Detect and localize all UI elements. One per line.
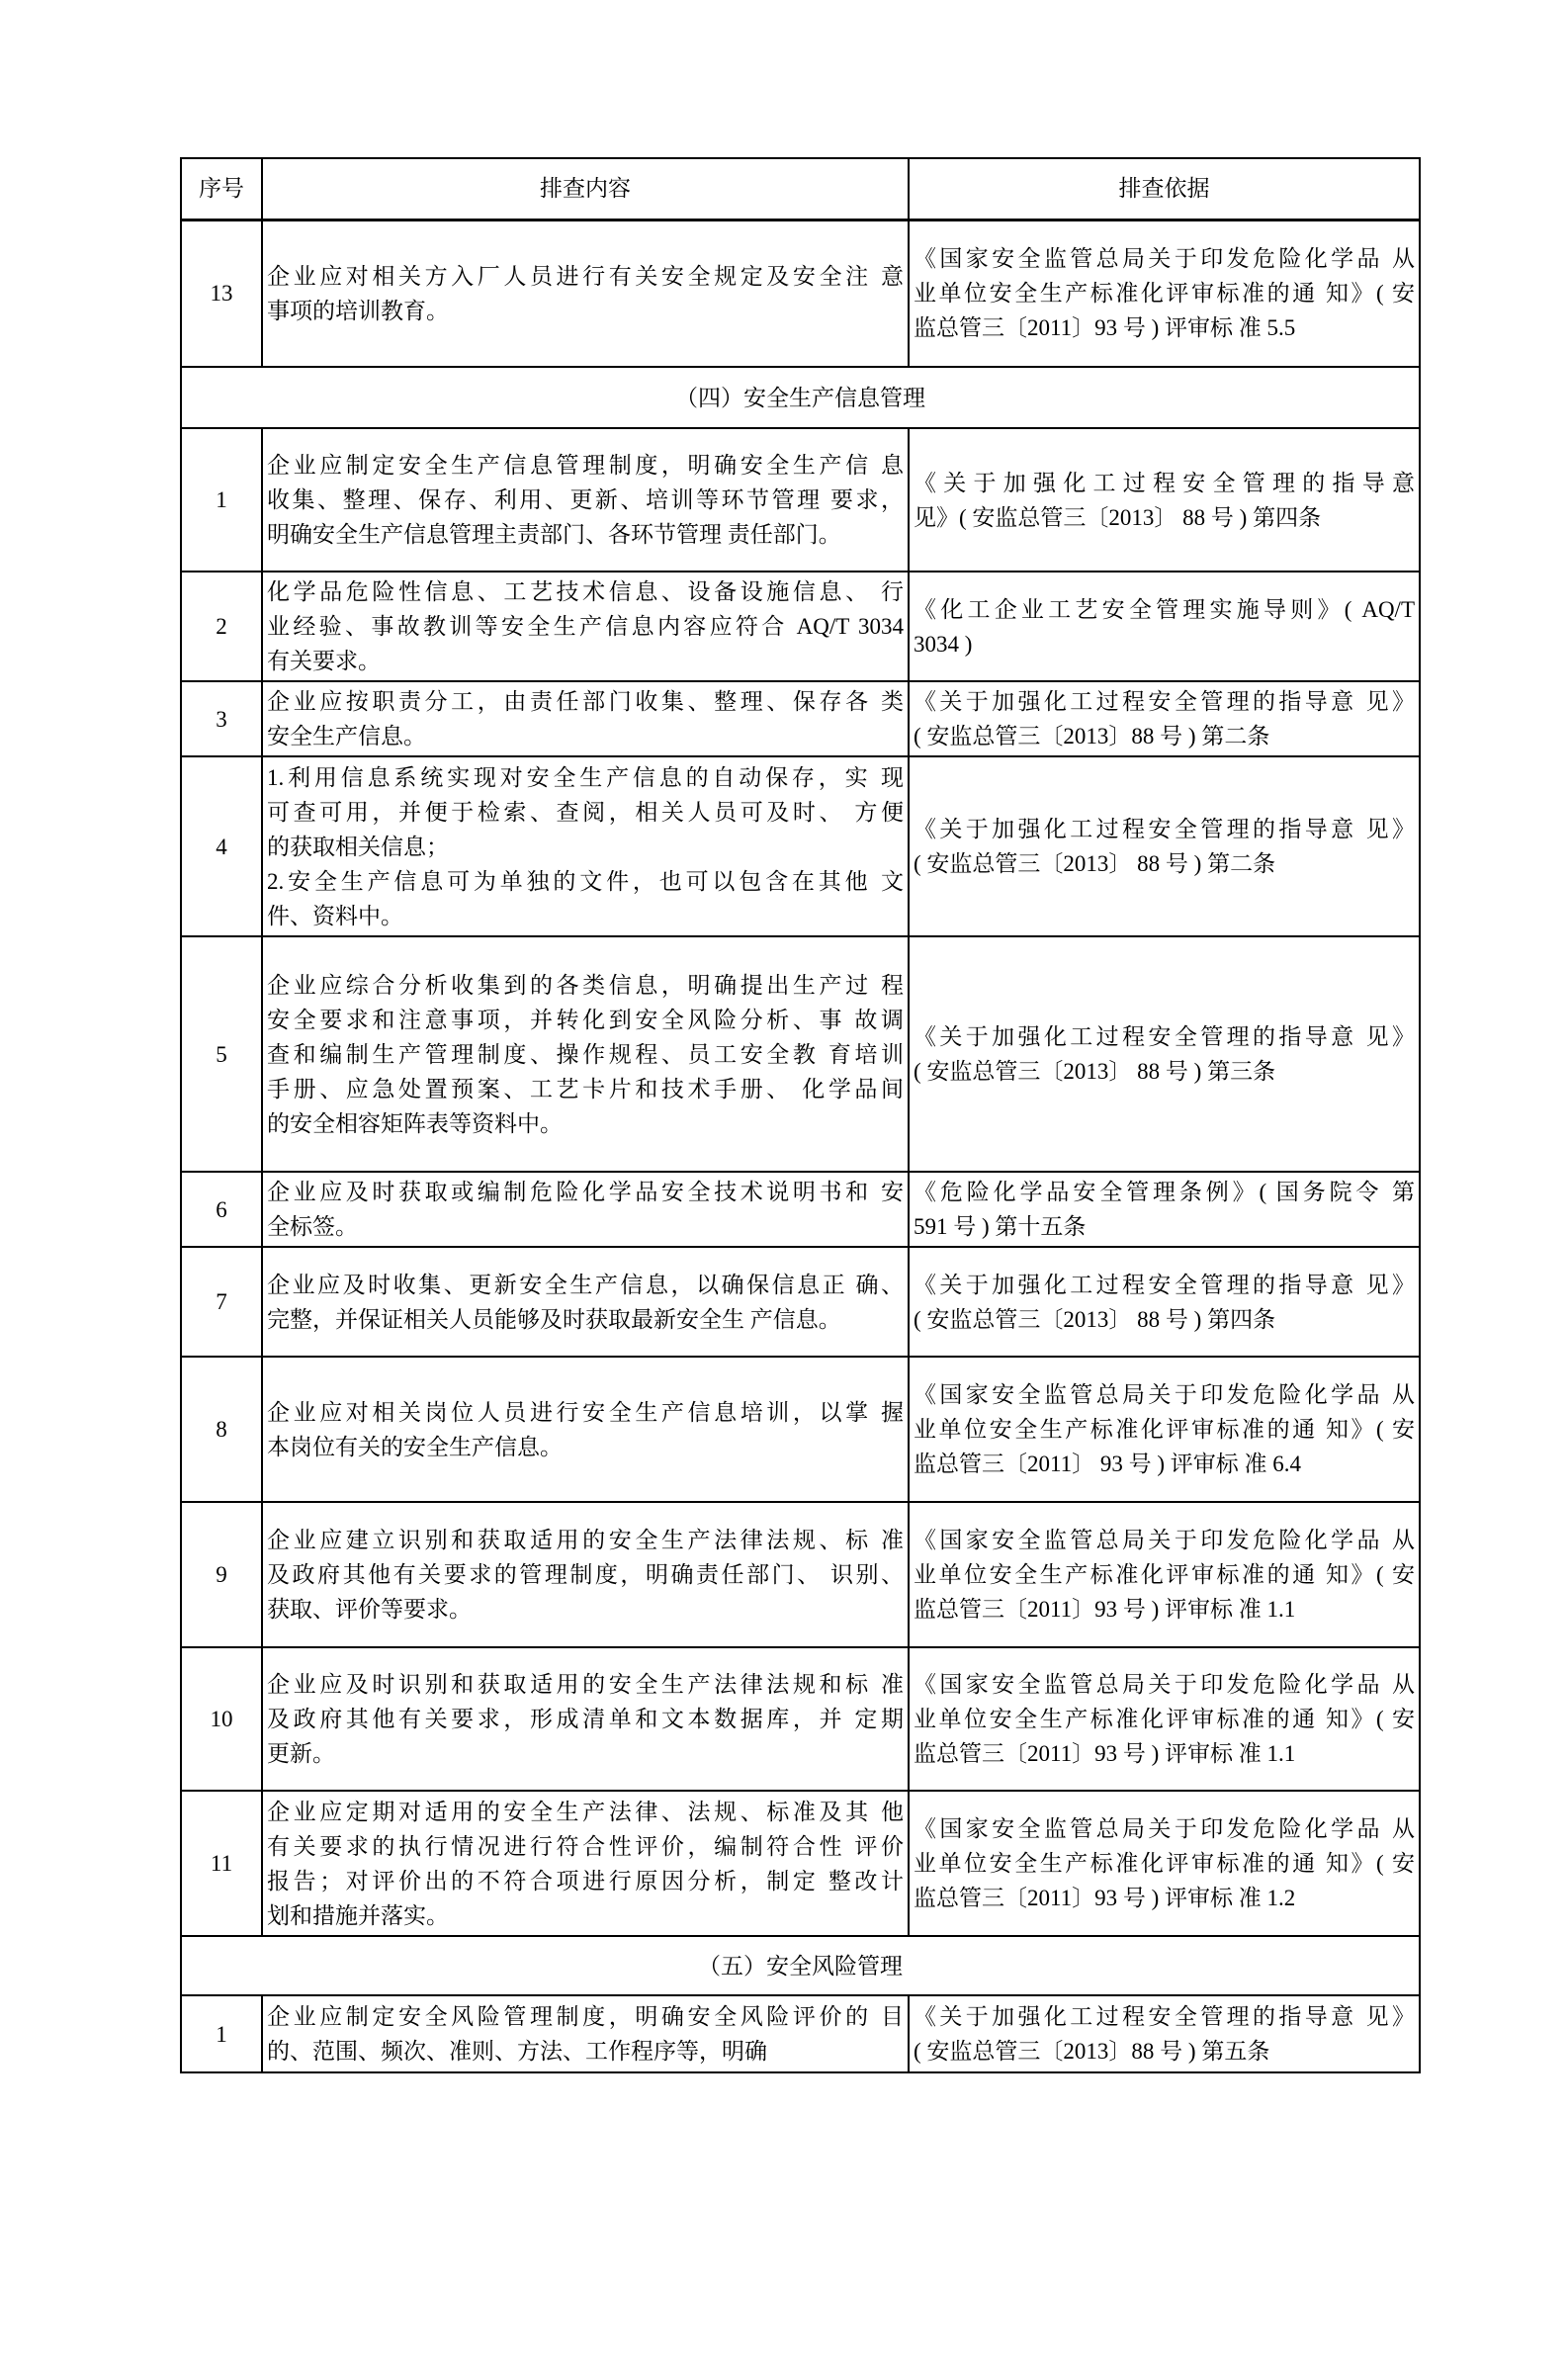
serial-number-cell: 6 xyxy=(181,1172,262,1247)
cell-line: 全标签。 xyxy=(267,1214,358,1239)
serial-number-cell: 9 xyxy=(181,1502,262,1647)
cell-line: 安全生产信息。 xyxy=(267,724,426,748)
table-row xyxy=(181,1247,1420,1357)
serial-number-cell: 1 xyxy=(181,1995,262,2072)
cell-line: 事项的培训教育。 xyxy=(267,298,449,323)
cell-line: 业单位安全生产标准化评审标准的通 知》( 安 xyxy=(914,1417,1415,1442)
cell-line: 的获取相关信息； xyxy=(267,834,449,859)
serial-number-cell: 1 xyxy=(181,428,262,572)
cell-line: 企业应定期对适用的安全生产法律、法规、标准及其 他 xyxy=(267,1799,904,1824)
cell-line: 《国家安全监管总局关于印发危险化学品 从 xyxy=(914,1672,1415,1697)
table-row xyxy=(181,1502,1420,1647)
inspection-content-cell xyxy=(262,220,909,367)
cell-line: 《危险化学品安全管理条例》( 国务院令 第 xyxy=(914,1180,1415,1204)
table-row xyxy=(181,1995,1420,2072)
cell-line: 划和措施并落实。 xyxy=(267,1902,449,1928)
cell-line: 收集、整理、保存、利用、更新、培训等环节管理 要求， xyxy=(267,487,904,512)
inspection-basis-cell xyxy=(909,756,1420,936)
table-row xyxy=(181,1172,1420,1247)
cell-line: 获取、评价等要求。 xyxy=(267,1597,472,1622)
serial-number-cell: 10 xyxy=(181,1647,262,1791)
cell-line: 更新。 xyxy=(267,1741,335,1766)
inspection-content-cell xyxy=(262,1647,909,1791)
cell-line: ( 安监总管三〔2013〕88 号 ) 第五条 xyxy=(914,2039,1270,2064)
cell-line: 业单位安全生产标准化评审标准的通 知》( 安 xyxy=(914,1707,1415,1731)
cell-line: 《关于加强化工过程安全管理的指导意 见》 xyxy=(914,689,1416,714)
header-cell-inspection-content: 排查内容 xyxy=(262,158,909,220)
cell-line: 《国家安全监管总局关于印发危险化学品 从 xyxy=(914,246,1415,272)
inspection-basis-cell xyxy=(909,936,1420,1172)
cell-line: 企业应及时识别和获取适用的安全生产法律法规和标 准 xyxy=(267,1672,904,1697)
inspection-basis-cell xyxy=(909,1357,1420,1502)
inspection-content-cell xyxy=(262,756,909,936)
inspection-content-cell xyxy=(262,1172,909,1247)
cell-line: 业经验、事故教训等安全生产信息内容应符合 AQ/T 3034 xyxy=(267,614,904,639)
table-row xyxy=(181,756,1420,936)
cell-line: 1.利用信息系统实现对安全生产信息的自动保存，实 现 xyxy=(267,764,904,790)
inspection-basis-cell xyxy=(909,1995,1420,2072)
cell-line: 监总管三〔2011〕93 号 ) 评审标 准 1.1 xyxy=(914,1597,1296,1622)
table-row xyxy=(181,572,1420,681)
table-row xyxy=(181,1357,1420,1502)
inspection-content-cell xyxy=(262,681,909,756)
cell-line: 及政府其他有关要求，形成清单和文本数据库，并 定期 xyxy=(267,1707,904,1731)
cell-line: 安全要求和注意事项，并转化到安全风险分析、事 故调 xyxy=(267,1007,904,1032)
serial-number-cell: 11 xyxy=(181,1791,262,1936)
inspection-content-cell xyxy=(262,936,909,1172)
inspection-content-cell xyxy=(262,428,909,572)
table-body xyxy=(181,220,1420,2072)
inspection-content-cell xyxy=(262,1995,909,2072)
cell-line: 591 号 ) 第十五条 xyxy=(914,1214,1087,1239)
cell-line: 企业应制定安全生产信息管理制度，明确安全生产信 息 xyxy=(267,453,904,478)
serial-number-cell: 4 xyxy=(181,756,262,936)
cell-line: 企业应对相关方入厂人员进行有关安全规定及安全注 意 xyxy=(267,263,904,289)
cell-line: 报告；对评价出的不符合项进行原因分析，制定 整改计 xyxy=(267,1868,904,1893)
cell-line: 《关于加强化工过程安全管理的指导意 见》 xyxy=(914,2004,1416,2029)
inspection-basis-cell xyxy=(909,1647,1420,1791)
cell-line: 企业应制定安全风险管理制度，明确安全风险评价的 目 xyxy=(267,2004,904,2029)
inspection-content-cell xyxy=(262,1247,909,1357)
cell-line: 监总管三〔2011〕93 号 ) 评审标 准 5.5 xyxy=(914,315,1296,341)
serial-number-cell: 7 xyxy=(181,1247,262,1357)
table-row xyxy=(181,1647,1420,1791)
cell-line: 《国家安全监管总局关于印发危险化学品 从 xyxy=(914,1816,1415,1841)
table-row xyxy=(181,220,1420,367)
table-row xyxy=(181,1791,1420,1936)
cell-line: ( 安监总管三〔2013〕 88 号 ) 第四条 xyxy=(914,1306,1276,1332)
section-row xyxy=(181,367,1420,428)
serial-number-cell: 2 xyxy=(181,572,262,681)
cell-line: 明确安全生产信息管理主责部门、各环节管理 责任部门。 xyxy=(267,522,841,547)
section-row xyxy=(181,1936,1420,1995)
section-title: （四）安全生产信息管理 xyxy=(181,367,1420,428)
cell-line: ( 安监总管三〔2013〕88 号 ) 第二条 xyxy=(914,724,1270,748)
inspection-basis-cell xyxy=(909,428,1420,572)
inspection-content-cell xyxy=(262,1791,909,1936)
cell-line: 业单位安全生产标准化评审标准的通 知》( 安 xyxy=(914,1562,1415,1587)
inspection-basis-cell xyxy=(909,681,1420,756)
cell-line: 3034 ) xyxy=(914,631,973,657)
cell-line: 完整，并保证相关人员能够及时获取最新安全生 产信息。 xyxy=(267,1306,841,1332)
cell-line: 企业应综合分析收集到的各类信息，明确提出生产过 程 xyxy=(267,972,904,998)
cell-line: 《国家安全监管总局关于印发危险化学品 从 xyxy=(914,1528,1415,1552)
inspection-basis-cell xyxy=(909,1791,1420,1936)
cell-line: 的安全相容矩阵表等资料中。 xyxy=(267,1110,563,1136)
cell-line: 企业应及时获取或编制危险化学品安全技术说明书和 安 xyxy=(267,1180,904,1204)
cell-line: 查和编制生产管理制度、操作规程、员工安全教 育培训 xyxy=(267,1041,904,1067)
cell-line: 企业应及时收集、更新安全生产信息，以确保信息正 确、 xyxy=(267,1272,904,1297)
cell-line: 企业应按职责分工，由责任部门收集、整理、保存各 类 xyxy=(267,689,904,714)
cell-line: ( 安监总管三〔2013〕 88 号 ) 第三条 xyxy=(914,1059,1276,1084)
cell-line: 有关要求。 xyxy=(267,649,381,673)
cell-line: 《关于加强化工过程安全管理的指导意 xyxy=(914,470,1415,495)
inspection-content-cell xyxy=(262,1357,909,1502)
cell-line: 及政府其他有关要求的管理制度，明确责任部门、 识别、 xyxy=(267,1562,904,1587)
table-row xyxy=(181,681,1420,756)
serial-number-cell: 8 xyxy=(181,1357,262,1502)
cell-line: 2.安全生产信息可为单独的文件，也可以包含在其他 文 xyxy=(267,868,904,894)
header-cell-inspection-basis: 排查依据 xyxy=(909,158,1420,220)
cell-line: 企业应对相关岗位人员进行安全生产信息培训，以掌 握 xyxy=(267,1399,904,1425)
cell-line: 件、资料中。 xyxy=(267,903,403,928)
inspection-basis-cell xyxy=(909,220,1420,367)
serial-number-cell: 13 xyxy=(181,220,262,367)
cell-line: 有关要求的执行情况进行符合性评价，编制符合性 评价 xyxy=(267,1833,904,1859)
cell-line: ( 安监总管三〔2013〕 88 号 ) 第二条 xyxy=(914,851,1276,876)
cell-line: 《关于加强化工过程安全管理的指导意 见》 xyxy=(914,817,1416,841)
table-header-row xyxy=(181,158,1420,220)
cell-line: 本岗位有关的安全生产信息。 xyxy=(267,1434,563,1459)
cell-line: 《国家安全监管总局关于印发危险化学品 从 xyxy=(914,1382,1415,1407)
serial-number-cell: 3 xyxy=(181,681,262,756)
cell-line: 化学品危险性信息、工艺技术信息、设备设施信息、 行 xyxy=(267,579,904,604)
inspection-basis-cell xyxy=(909,1502,1420,1647)
serial-number-cell: 5 xyxy=(181,936,262,1172)
cell-line: 业单位安全生产标准化评审标准的通 知》( 安 xyxy=(914,1851,1415,1876)
inspection-content-cell xyxy=(262,1502,909,1647)
cell-line: 《关于加强化工过程安全管理的指导意 见》 xyxy=(914,1272,1416,1297)
cell-line: 企业应建立识别和获取适用的安全生产法律法规、标 准 xyxy=(267,1528,904,1552)
cell-line: 手册、应急处置预案、工艺卡片和技术手册、 化学品间 xyxy=(267,1076,904,1101)
cell-line: 监总管三〔2011〕 93 号 ) 评审标 准 6.4 xyxy=(914,1452,1302,1476)
cell-line: 监总管三〔2011〕93 号 ) 评审标 准 1.1 xyxy=(914,1741,1296,1766)
inspection-basis-cell xyxy=(909,1172,1420,1247)
cell-line: 见》( 安监总管三〔2013〕 88 号 ) 第四条 xyxy=(914,504,1322,530)
inspection-content-cell xyxy=(262,572,909,681)
inspection-checklist-table xyxy=(180,157,1421,2073)
cell-line: 监总管三〔2011〕93 号 ) 评审标 准 1.2 xyxy=(914,1886,1296,1910)
section-title: （五）安全风险管理 xyxy=(181,1936,1420,1995)
cell-line: 业单位安全生产标准化评审标准的通 知》( 安 xyxy=(914,281,1415,307)
header-cell-serial-number: 序号 xyxy=(181,158,262,220)
cell-line: 的、范围、频次、准则、方法、工作程序等，明确 xyxy=(267,2039,767,2064)
table-row xyxy=(181,936,1420,1172)
table-row xyxy=(181,428,1420,572)
cell-line: 可查可用，并便于检索、查阅，相关人员可及时、 方便 xyxy=(267,799,904,825)
inspection-basis-cell xyxy=(909,572,1420,681)
cell-line: 《化工企业工艺安全管理实施导则》( AQ/T xyxy=(914,596,1415,622)
cell-line: 《关于加强化工过程安全管理的指导意 见》 xyxy=(914,1024,1416,1049)
inspection-basis-cell xyxy=(909,1247,1420,1357)
